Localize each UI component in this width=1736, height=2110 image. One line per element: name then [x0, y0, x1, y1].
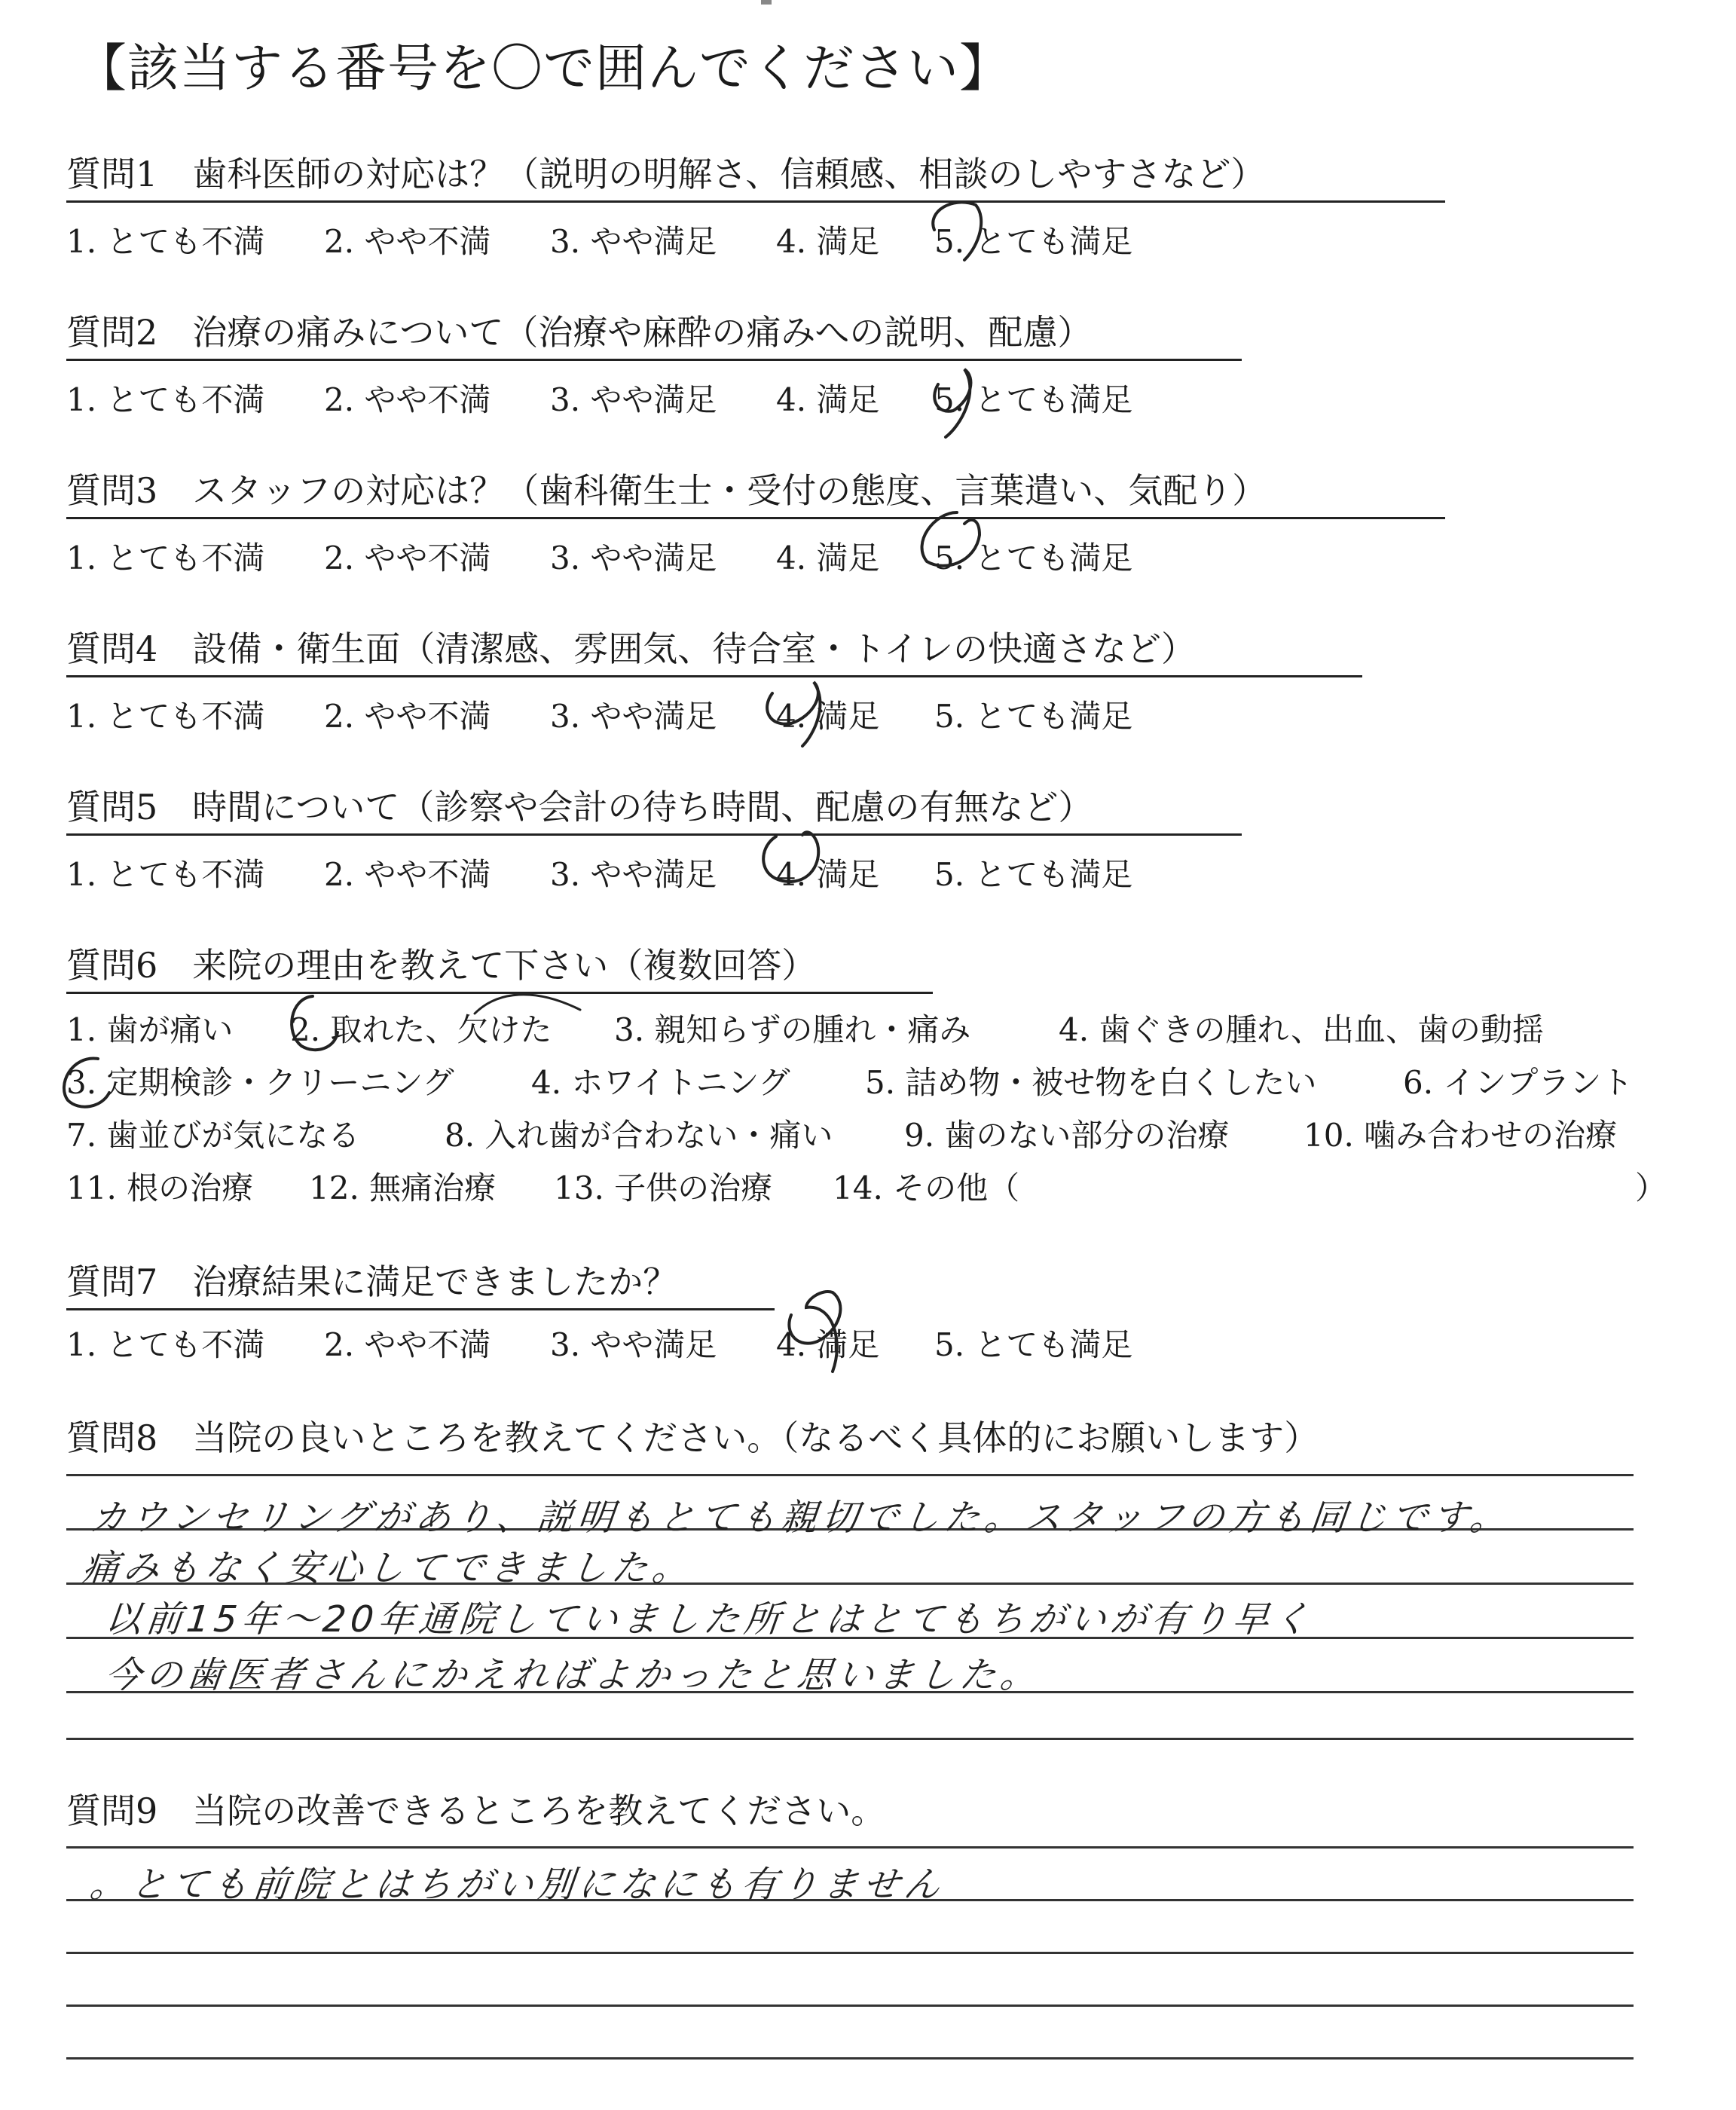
q6-option-3[interactable]: 3. 親知らずの腫れ・痛み — [614, 1011, 971, 1048]
question-3-title: 質問3 スタッフの対応は？（歯科衛生士・受付の態度、言葉遣い、気配り） — [66, 470, 1267, 511]
q4-option-1[interactable]: 1. とても不満 — [66, 698, 265, 735]
q3-option-5[interactable]: 5. とても満足 — [934, 540, 1133, 576]
q9-writing-line-4 — [66, 2004, 1634, 2007]
q6-option-6[interactable]: 6. インプラント — [1403, 1064, 1634, 1101]
q1-option-2[interactable]: 2. やや不満 — [324, 223, 491, 260]
q7-option-4[interactable]: 4. 満足 — [776, 1326, 880, 1363]
question-2-title: 質問2 治療の痛みについて（治療や麻酔の痛みへの説明、配慮） — [66, 312, 1093, 353]
q2-option-1[interactable]: 1. とても不満 — [66, 381, 265, 418]
q6-option-7[interactable]: 7. 歯並びが気になる — [66, 1117, 360, 1154]
q6-option-13[interactable]: 13. 子供の治療 — [554, 1170, 773, 1206]
q6-option-12[interactable]: 12. 無痛治療 — [309, 1170, 497, 1206]
q4-option-2[interactable]: 2. やや不満 — [324, 698, 491, 735]
q6-option-1[interactable]: 1. 歯が痛い — [66, 1011, 234, 1048]
question-8-title: 質問8 当院の良いところを教えてください。（なるべく具体的にお願いします） — [66, 1417, 1319, 1458]
scan-speck — [761, 0, 772, 5]
q3-option-4[interactable]: 4. 満足 — [776, 540, 880, 576]
q8-answer-line-2: 痛みもなく安心してできました。 — [80, 1547, 695, 1589]
question-5-title: 質問5 時間について（診察や会計の待ち時間、配慮の有無など） — [66, 787, 1093, 827]
question-5-underline — [66, 833, 1242, 836]
q8-writing-line-1 — [66, 1474, 1634, 1476]
q6-option-2[interactable]: 2. 取れた、欠けた — [290, 1011, 552, 1048]
q9-answer-line-1: 。とても前院とはちがい別になにも有りません — [87, 1864, 947, 1906]
q1-option-4[interactable]: 4. 満足 — [776, 223, 880, 260]
question-6-title: 質問6 来院の理由を教えて下さい（複数回答） — [66, 945, 817, 986]
q8-answer-line-1: カウンセリングがあり、説明もとても親切でした。スタッフの方も同じです。 — [87, 1497, 1513, 1539]
question-7-underline — [66, 1308, 775, 1310]
q2-option-3[interactable]: 3. やや満足 — [550, 381, 717, 418]
q8-answer-line-4: 今の歯医者さんにかえればよかったと思いました。 — [102, 1654, 1044, 1696]
question-7-title: 質問7 治療結果に満足できましたか？ — [66, 1261, 678, 1302]
question-6-underline — [66, 992, 933, 994]
q6-option-14-close: ） — [1635, 1170, 1667, 1206]
q5-option-1[interactable]: 1. とても不満 — [66, 856, 265, 893]
q5-option-4[interactable]: 4. 満足 — [776, 856, 880, 893]
q1-option-1[interactable]: 1. とても不満 — [66, 223, 265, 260]
q4-option-3[interactable]: 3. やや満足 — [550, 698, 717, 735]
question-1-underline — [66, 200, 1445, 203]
question-4-title: 質問4 設備・衛生面（清潔感、雰囲気、待合室・トイレの快適さなど） — [66, 628, 1196, 669]
q7-option-3[interactable]: 3. やや満足 — [550, 1326, 717, 1363]
q6-option-3b[interactable]: 3. 定期検診・クリーニング — [66, 1064, 454, 1101]
q2-option-5[interactable]: 5. とても満足 — [934, 381, 1133, 418]
q9-writing-line-1 — [66, 1846, 1634, 1849]
q6-option-4[interactable]: 4. 歯ぐきの腫れ、出血、歯の動揺 — [1059, 1011, 1544, 1048]
question-1-title: 質問1 歯科医師の対応は？（説明の明解さ、信頼感、相談のしやすさなど） — [66, 154, 1266, 194]
q8-writing-line-6 — [66, 1738, 1634, 1740]
q6-option-5[interactable]: 5. 詰め物・被せ物を白くしたい — [865, 1064, 1317, 1101]
q6-option-14[interactable]: 14. その他（ — [833, 1170, 1020, 1206]
q9-writing-line-3 — [66, 1952, 1634, 1954]
q4-option-4[interactable]: 4. 満足 — [776, 698, 880, 735]
q6-option-10[interactable]: 10. 噛み合わせの治療 — [1304, 1117, 1618, 1154]
q5-option-3[interactable]: 3. やや満足 — [550, 856, 717, 893]
q3-option-3[interactable]: 3. やや満足 — [550, 540, 717, 576]
q4-option-5[interactable]: 5. とても満足 — [934, 698, 1133, 735]
question-2-underline — [66, 359, 1242, 361]
q1-option-5[interactable]: 5. とても満足 — [934, 223, 1133, 260]
q8-answer-line-3: 以前15年〜20年通院していました所とはとてもちがいが有り早く — [102, 1598, 1316, 1641]
q5-option-2[interactable]: 2. やや不満 — [324, 856, 491, 893]
page-header: 【該当する番号を〇で囲んでください】 — [75, 39, 1012, 99]
q7-option-1[interactable]: 1. とても不満 — [66, 1326, 265, 1363]
q6-option-4b[interactable]: 4. ホワイトニング — [531, 1064, 790, 1101]
q6-option-11[interactable]: 11. 根の治療 — [66, 1170, 254, 1206]
q6-option-9[interactable]: 9. 歯のない部分の治療 — [904, 1117, 1230, 1154]
q6-option-8[interactable]: 8. 入れ歯が合わない・痛い — [445, 1117, 833, 1154]
q7-option-5[interactable]: 5. とても満足 — [934, 1326, 1133, 1363]
question-4-underline — [66, 675, 1362, 677]
question-3-underline — [66, 517, 1445, 519]
q2-option-2[interactable]: 2. やや不満 — [324, 381, 491, 418]
question-9-title: 質問9 当院の改善できるところを教えてください。 — [66, 1790, 886, 1831]
q3-option-1[interactable]: 1. とても不満 — [66, 540, 265, 576]
q7-option-2[interactable]: 2. やや不満 — [324, 1326, 491, 1363]
q9-writing-line-5 — [66, 2057, 1634, 2060]
q2-option-4[interactable]: 4. 満足 — [776, 381, 880, 418]
q5-option-5[interactable]: 5. とても満足 — [934, 856, 1133, 893]
q1-option-3[interactable]: 3. やや満足 — [550, 223, 717, 260]
q3-option-2[interactable]: 2. やや不満 — [324, 540, 491, 576]
